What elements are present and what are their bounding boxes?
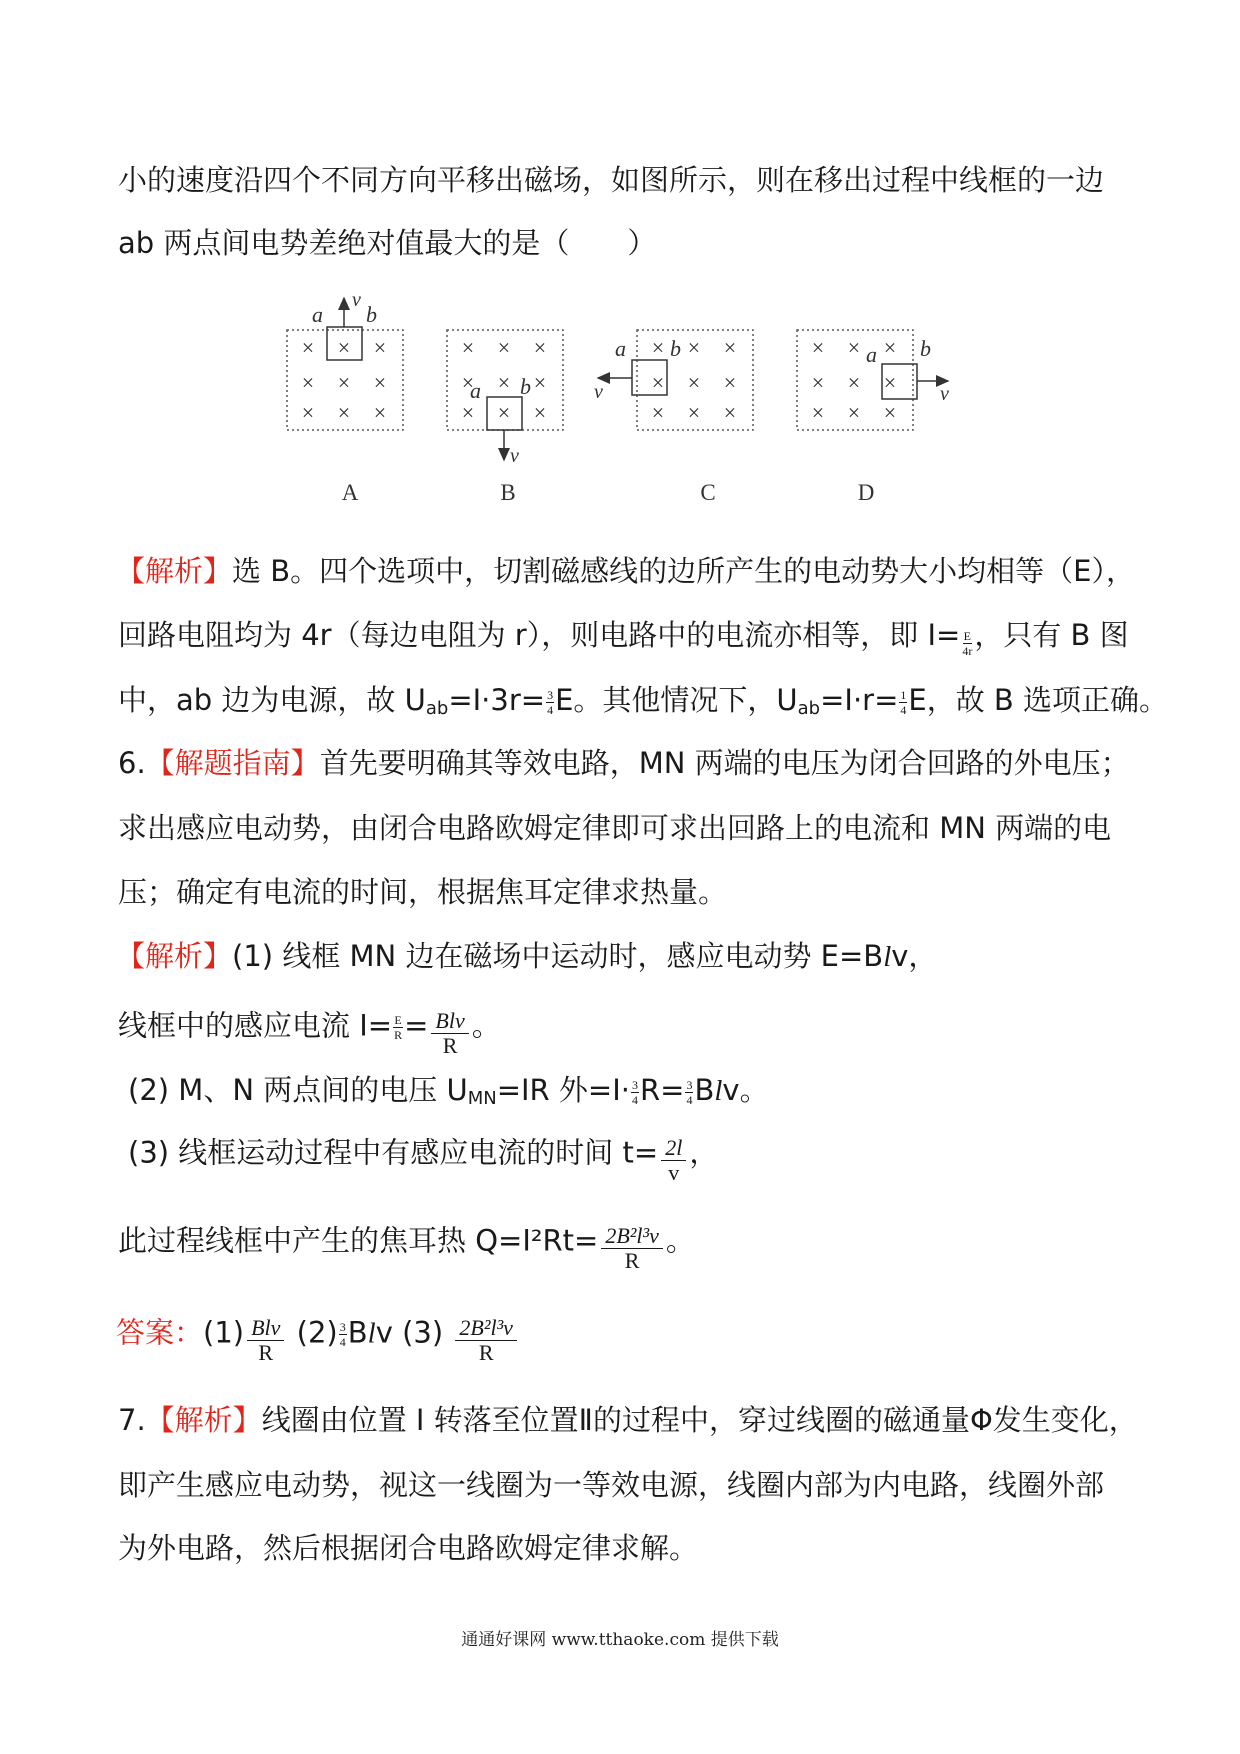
analysis-tag: 【解析】 bbox=[116, 554, 233, 588]
svg-text:×: × bbox=[847, 400, 861, 425]
svg-text:×: × bbox=[533, 370, 547, 395]
point-b-label: b bbox=[920, 336, 931, 361]
panel-a bbox=[287, 289, 403, 430]
svg-text:×: × bbox=[533, 335, 547, 360]
subscript: ab bbox=[425, 698, 449, 719]
fraction-e-over-r bbox=[393, 1013, 403, 1042]
problem5-analysis-line1 bbox=[116, 551, 1135, 591]
svg-text:×: × bbox=[883, 370, 897, 395]
analysis-text: 选 B。四个选项中，切割磁感线的边所产生的电动势大小均相等（E）， bbox=[232, 554, 1135, 588]
svg-text:×: × bbox=[723, 400, 737, 425]
svg-text:×: × bbox=[373, 400, 387, 425]
problem7-line3: 为外电路，然后根据闭合电路欧姆定律求解。 bbox=[118, 1531, 699, 1565]
numerator: 3 bbox=[631, 1077, 638, 1092]
svg-text:×: × bbox=[301, 370, 315, 395]
svg-text:×: × bbox=[723, 370, 737, 395]
denominator: 4 bbox=[686, 1092, 693, 1107]
guide-tag: 【解题指南】 bbox=[145, 746, 320, 780]
svg-text:×: × bbox=[373, 335, 387, 360]
answer-tag: 答案： bbox=[116, 1315, 204, 1350]
fraction-2l-over-v bbox=[661, 1136, 686, 1185]
fraction-heat bbox=[455, 1316, 517, 1365]
svg-text:×: × bbox=[337, 370, 351, 395]
answer-part-1: (1) bbox=[203, 1315, 245, 1350]
velocity-label: v bbox=[594, 381, 603, 403]
svg-text:×: × bbox=[461, 370, 475, 395]
problem6-analysis-line3 bbox=[128, 1070, 769, 1119]
svg-text:×: × bbox=[811, 400, 825, 425]
fraction-blv-over-r bbox=[431, 1009, 468, 1058]
denominator: v bbox=[668, 1160, 680, 1185]
fraction-1-4 bbox=[899, 688, 907, 717]
analysis-tag: 【解析】 bbox=[145, 1403, 262, 1437]
denominator: R bbox=[624, 1248, 640, 1273]
subscript: MN bbox=[467, 1088, 497, 1109]
text-segment: v。 bbox=[722, 1073, 769, 1107]
svg-text:×: × bbox=[533, 400, 547, 425]
fraction-3-4 bbox=[546, 688, 554, 717]
denominator: 4 bbox=[900, 702, 907, 717]
text-segment: (1) 线框 MN 边在磁场中运动时，感应电动势 E=B bbox=[232, 939, 884, 973]
panel-c bbox=[594, 330, 753, 430]
svg-text:×: × bbox=[651, 335, 665, 360]
text-segment: 首先要明确其等效电路，MN 两端的电压为闭合回路的外电压； bbox=[319, 746, 1130, 780]
panel-label-c: C bbox=[700, 480, 716, 505]
svg-text:×: × bbox=[497, 335, 511, 360]
text-segment: 。 bbox=[665, 1223, 695, 1258]
svg-text:×: × bbox=[461, 400, 475, 425]
svg-text:×: × bbox=[301, 335, 315, 360]
fraction-3-4 bbox=[631, 1078, 639, 1107]
svg-text:×: × bbox=[847, 370, 861, 395]
italic-l: l bbox=[714, 1075, 723, 1107]
svg-text:×: × bbox=[373, 370, 387, 395]
fraction-3-4 bbox=[339, 1320, 347, 1349]
text-segment: (3) 线框运动过程中有感应电流的时间 t= bbox=[128, 1135, 659, 1170]
svg-text:×: × bbox=[687, 400, 701, 425]
problem6-guide-line1 bbox=[118, 743, 1130, 783]
problem7-line2: 即产生感应电动势，视这一线圈为一等效电源，线圈内部为内电路，线圈外部 bbox=[118, 1468, 1105, 1502]
svg-text:×: × bbox=[847, 335, 861, 360]
point-b-label: b bbox=[520, 374, 531, 399]
denominator: 4 bbox=[631, 1092, 638, 1107]
point-a-label: a bbox=[312, 302, 323, 327]
numerator: 2B²l³v bbox=[601, 1224, 663, 1249]
denominator: 4r bbox=[962, 643, 973, 658]
panel-label-a: A bbox=[341, 480, 359, 505]
point-b-label: b bbox=[366, 302, 377, 327]
fraction-heat bbox=[601, 1224, 663, 1273]
numerator: 2l bbox=[661, 1136, 686, 1161]
text-segment: 中，ab 边为电源，故 U bbox=[118, 683, 426, 717]
answer-part-2: (2) bbox=[296, 1315, 338, 1350]
equals: = bbox=[404, 1008, 429, 1043]
text-segment: B bbox=[347, 1315, 368, 1350]
svg-text:×: × bbox=[883, 400, 897, 425]
text-segment: 。 bbox=[471, 1008, 501, 1043]
problem6-analysis-line2 bbox=[118, 1003, 501, 1058]
text-segment: =I·3r= bbox=[448, 683, 546, 717]
point-a-label: a bbox=[866, 342, 877, 367]
denominator: R bbox=[258, 1340, 274, 1365]
point-a-label: a bbox=[615, 336, 626, 361]
panel-d bbox=[797, 330, 949, 430]
fraction-blv-over-r bbox=[247, 1316, 284, 1365]
numerator: 3 bbox=[547, 687, 554, 702]
svg-text:×: × bbox=[687, 370, 701, 395]
svg-text:×: × bbox=[651, 400, 665, 425]
svg-text:×: × bbox=[651, 370, 665, 395]
svg-text:×: × bbox=[811, 370, 825, 395]
numerator: E bbox=[963, 628, 971, 643]
problem6-guide-line3: 压；确定有电流的时间，根据焦耳定律求热量。 bbox=[118, 875, 728, 909]
denominator: R bbox=[442, 1033, 458, 1058]
page-footer: 通通好课网 www.tthaoke.com 提供下载 bbox=[461, 1630, 779, 1650]
problem-number: 7. bbox=[118, 1403, 146, 1437]
text-segment: ，只有 B 图 bbox=[974, 618, 1129, 652]
numerator: E bbox=[394, 1013, 402, 1027]
numerator: 1 bbox=[900, 687, 907, 702]
italic-l: l bbox=[367, 1317, 376, 1350]
svg-text:×: × bbox=[301, 400, 315, 425]
answer-part-3: (3) bbox=[402, 1315, 444, 1350]
text-segment: B bbox=[694, 1073, 715, 1107]
text-segment: (2) M、N 两点间的电压 U bbox=[128, 1073, 468, 1107]
italic-l: l bbox=[883, 941, 892, 973]
problem6-analysis-line4 bbox=[128, 1130, 719, 1185]
svg-text:×: × bbox=[723, 335, 737, 360]
problem5-analysis-line2 bbox=[118, 615, 1129, 658]
problem5-stem-line2: ab 两点间电势差绝对值最大的是（ ） bbox=[118, 226, 657, 260]
text-segment: v bbox=[375, 1315, 393, 1350]
text-segment: =IR 外=I· bbox=[496, 1073, 630, 1107]
problem6-analysis-line5 bbox=[118, 1218, 695, 1273]
panel-label-d: D bbox=[857, 480, 875, 505]
problem7-line1 bbox=[118, 1400, 1138, 1440]
denominator: 4 bbox=[547, 702, 554, 717]
velocity-label: v bbox=[940, 383, 949, 405]
velocity-label: v bbox=[510, 445, 519, 467]
text-segment: 线框中的感应电流 I= bbox=[118, 1008, 393, 1043]
svg-text:×: × bbox=[337, 400, 351, 425]
svg-text:×: × bbox=[883, 335, 897, 360]
svg-text:×: × bbox=[811, 335, 825, 360]
text-segment: ， bbox=[689, 1135, 719, 1170]
fraction-e-over-4r bbox=[961, 629, 973, 658]
text-segment: v， bbox=[891, 939, 938, 973]
svg-text:×: × bbox=[337, 335, 351, 360]
problem6-analysis-line1 bbox=[116, 936, 937, 977]
problem5-analysis-line3 bbox=[118, 680, 1168, 729]
text-segment: E。其他情况下，U bbox=[555, 683, 798, 717]
svg-text:×: × bbox=[461, 335, 475, 360]
problem6-answer-line bbox=[116, 1310, 520, 1365]
analysis-tag: 【解析】 bbox=[116, 939, 233, 973]
numerator: 3 bbox=[686, 1077, 693, 1092]
text-segment: 线圈由位置 I 转落至位置Ⅱ的过程中，穿过线圈的磁通量Φ发生变化， bbox=[261, 1403, 1138, 1437]
subscript: ab bbox=[797, 698, 821, 719]
denominator: R bbox=[478, 1340, 494, 1365]
denominator: 4 bbox=[339, 1335, 346, 1349]
point-b-label: b bbox=[670, 336, 681, 361]
text-segment: 此过程线框中产生的焦耳热 Q=I²Rt= bbox=[118, 1223, 599, 1258]
panel-b bbox=[447, 330, 563, 467]
svg-text:×: × bbox=[497, 370, 511, 395]
text-segment: =I·r= bbox=[820, 683, 899, 717]
svg-text:×: × bbox=[497, 400, 511, 425]
text-segment: 回路电阻均为 4r（每边电阻为 r），则电路中的电流亦相等，即 I= bbox=[118, 618, 961, 652]
denominator: R bbox=[394, 1028, 403, 1042]
text-segment: E，故 B 选项正确。 bbox=[908, 683, 1169, 717]
panel-label-b: B bbox=[500, 480, 516, 505]
numerator: Blv bbox=[247, 1316, 284, 1341]
point-a-label: a bbox=[470, 378, 481, 403]
velocity-label: v bbox=[352, 289, 361, 311]
problem6-guide-line2: 求出感应电动势，由闭合电路欧姆定律即可求出回路上的电流和 MN 两端的电 bbox=[118, 811, 1112, 845]
problem-number: 6. bbox=[118, 746, 146, 780]
numerator: 2B²l³v bbox=[455, 1316, 517, 1341]
figure-svg bbox=[0, 0, 1240, 520]
numerator: Blv bbox=[431, 1009, 468, 1034]
text-segment: R= bbox=[639, 1073, 685, 1107]
numerator: 3 bbox=[339, 1320, 346, 1334]
fraction-3-4 bbox=[685, 1078, 693, 1107]
problem5-stem-line1: 小的速度沿四个不同方向平移出磁场，如图所示，则在移出过程中线框的一边 bbox=[118, 163, 1105, 197]
svg-text:×: × bbox=[687, 335, 701, 360]
